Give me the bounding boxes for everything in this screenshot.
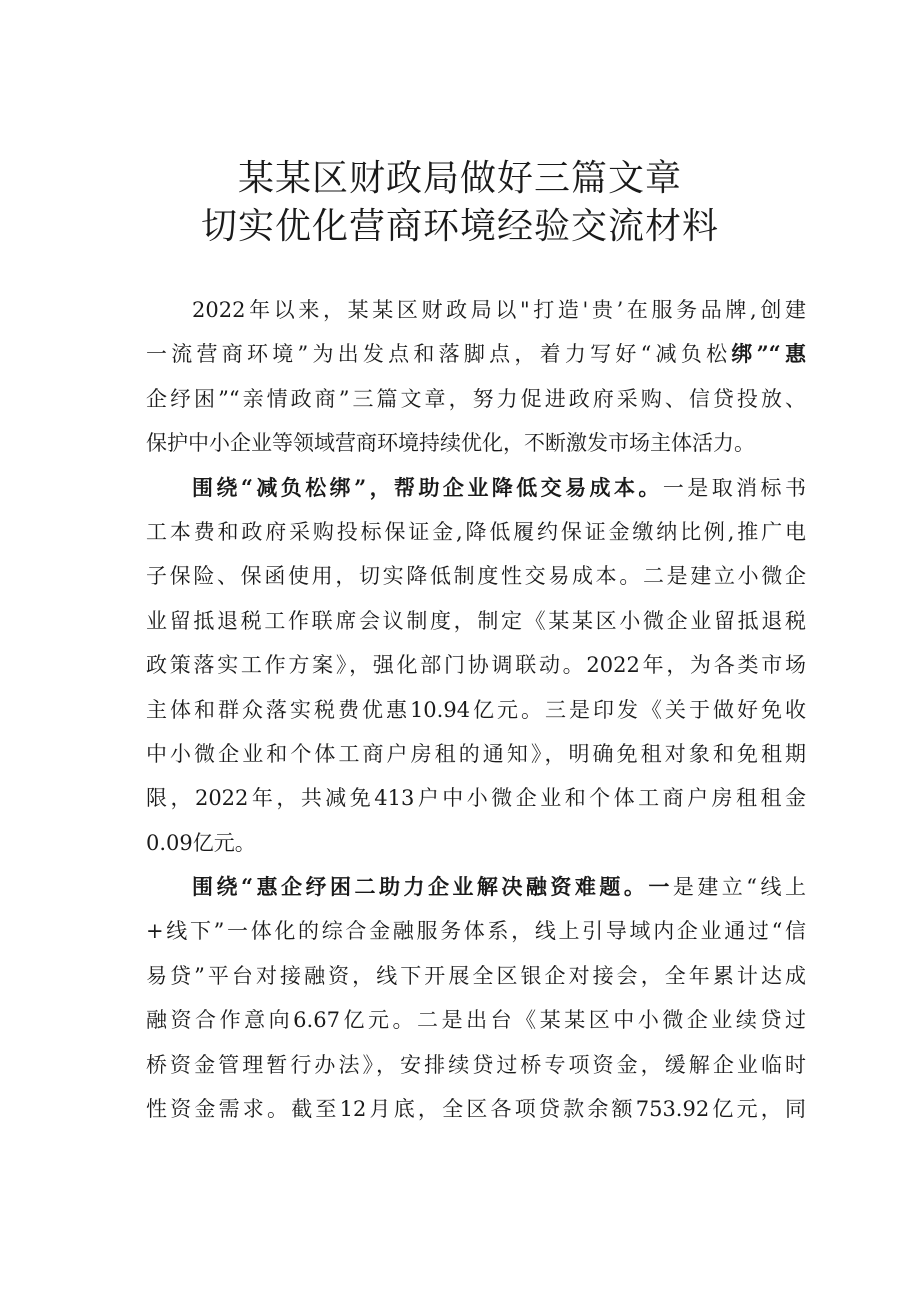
text-line [146,466,806,510]
text-run: 政策落实工作方案》，强化部门协调联动。2022年，为各类市场 [146,653,806,678]
text-run: 限，2022年，共减免413户中小微企业和个体工商户房租租金 [146,786,806,811]
text-line [146,1043,806,1087]
title-line-2: 切实优化营商环境经验交流材料 [200,206,719,247]
text-line [146,954,806,998]
text-run: 桥资金管理暂行办法》，安排续贷过桥专项资金，缓解企业临时 [146,1052,806,1077]
text-line [146,688,806,732]
text-run-bold: 绑”“惠 [731,341,806,367]
text-line [146,732,806,776]
text-line [146,421,806,465]
text-run: 0.09亿元。 [146,830,256,855]
text-line [146,643,806,687]
text-line [146,776,806,820]
text-run: 保护中小企业等领域营商环境持续优化，不断激发市场主体活力。 [146,431,755,456]
section-heading-1: 围绕“减负松绑”，帮助企业降低交易成本。 [192,474,663,500]
text-run: 工本费和政府采购投标保证金,降低履约保证金缴纳比例,推广电 [146,519,806,544]
text-line [146,998,806,1042]
text-run: 子保险、保函使用，切实降低制度性交易成本。二是建立小微企 [146,564,806,589]
text-run: 企纾困”“亲情政商”三篇文章，努力促进政府采购、信贷投放、 [146,386,806,411]
document-title [0,155,920,251]
text-line [146,288,806,332]
document-body [146,288,806,1131]
text-line [146,865,806,909]
title-line-1: 某某区财政局做好三篇文章 [237,158,682,199]
text-run: 易贷”平台对接融资，线下开展全区银企对接会，全年累计达成 [146,963,806,988]
text-line [146,821,806,865]
text-line [146,599,806,643]
text-run: 主体和群众落实税费优惠10.94亿元。三是印发《关于做好免收 [146,697,806,722]
text-run: 一流营商环境”为出发点和落脚点，着力写好“减负松 [146,342,732,367]
text-run: 中小微企业和个体工商户房租的通知》，明确免租对象和免租期 [146,741,806,766]
text-line [146,554,806,598]
text-line [146,377,806,421]
text-line [146,510,806,554]
text-run: 一是取消标书 [662,475,806,500]
section-heading-2: 围绕“惠企纾困二助力企业解决融资难题。一 [192,874,673,900]
text-run: 融资合作意向6.67亿元。二是出台《某某区中小微企业续贷过 [146,1008,806,1033]
text-run: 性资金需求。截至12月底，全区各项贷款余额753.92亿元，同 [146,1097,806,1122]
text-run: 是建立“线上 [672,875,806,900]
text-run: 2022年以来，某某区财政局以"打造'贵’在服务品牌,创建 [192,298,806,322]
text-line [146,1087,806,1131]
text-run: +线下”一体化的综合金融服务体系，线上引导域内企业通过“信 [146,919,806,944]
text-line [146,909,806,953]
text-line [146,332,806,376]
text-run: 业留抵退税工作联席会议制度，制定《某某区小微企业留抵退税 [146,608,806,633]
